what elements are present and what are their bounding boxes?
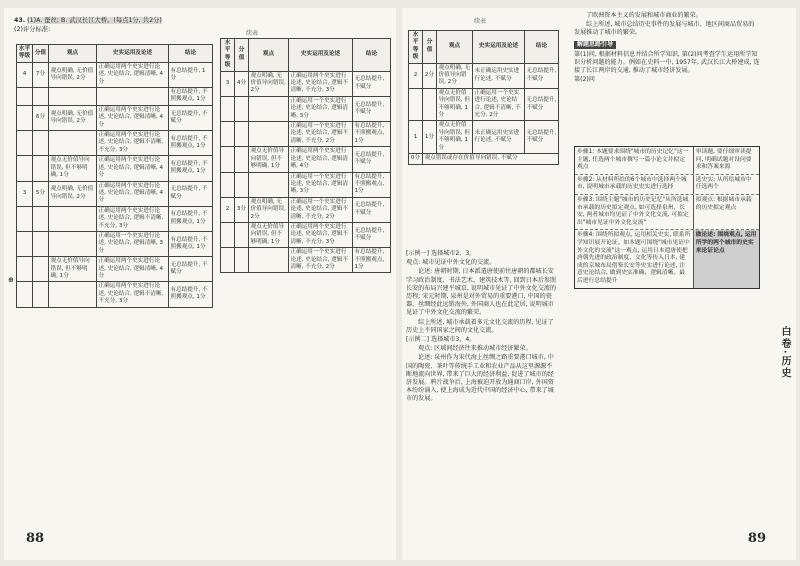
step-row [575,147,759,175]
cell-level [17,88,33,106]
cell-view: 观点明确, 无价值导向错误, 2分 [49,181,97,206]
cell-facts: 正确运用一个史实进行论述, 史论结合, 逻辑清晰, 3分 [289,96,353,121]
cell-level: 3 [221,71,235,96]
cell-view: 观点无价值导向错误, 但不够明确, 1分 [49,257,97,282]
cell-level: 2 [409,63,423,88]
cell-concl: 有总结提升, 不照搬观点, 1分 [169,88,213,106]
table-row [17,181,213,206]
step-method: 选史实: 从所给城市中任选两个 [695,176,752,191]
cell-score: 3分 [235,197,249,222]
cell-score: 7分 [33,62,49,87]
cell-level [17,206,33,231]
cell-facts: 正确运用两个史实进行论述, 史论结合, 逻辑不清晰, 不充分, 3分 [97,282,169,307]
cell-concl: 有总结提升, 不照搬观点, 1分 [353,172,391,197]
step-row [575,230,759,287]
cell-score [33,282,49,307]
table-row [221,96,391,121]
step-description: 步骤1: 本题要求围绕"城市的历史记忆"这一主题, 任选两个城市撰写一篇小论文并拟定观点 [575,147,694,174]
examples-column [406,250,558,405]
cell-view: 观点无价值导向错误, 但不够明确, 1分 [437,121,473,154]
cell-view [49,282,97,307]
page-number-left: 88 [26,531,45,546]
table-row [17,156,213,181]
cell-score [33,257,49,282]
col-score: 分值 [423,31,437,64]
cell-concl: 无总结提升, 不赋分 [353,96,391,121]
cell-facts: 正确运用两个史实进行论述, 史论结合, 逻辑不清晰, 不充分, 3分 [289,71,353,96]
table-row [409,121,559,154]
step-method: 做论述: 围绕观点, 运用所学的两个城市的史实来论证论点 [694,230,759,287]
table-row [17,88,213,106]
cell-score: 5分 [33,181,49,206]
table-row [221,197,391,222]
step-description: 步骤2: 从材料所给的6个城市中选择两个城市, 说明城市承载的历史史实进行选择 [575,175,694,194]
example-paragraph: 观点: 城市见证中外文化的交流。 [406,259,496,267]
gutter-mark: ⊕ [8,276,14,284]
table-row [409,88,559,121]
cell-concl: 无总结提升, 不赋分 [353,71,391,96]
steps-box [574,146,760,289]
cell-facts: 正确运用一个史实进行论述, 史论结合, 逻辑不清晰, 不充分, 2分 [289,197,353,222]
table-row [221,147,391,172]
cell-facts: 未正确运用史实进行论述, 不赋分 [473,63,525,88]
cell-concl: 无总结提升, 不赋分 [525,88,559,121]
cell-concl: 无总结提升, 不赋分 [169,257,213,282]
cell-score [33,156,49,181]
right-page [402,8,796,560]
rubric-table-c [408,30,559,165]
col-conclusion: 结论 [525,31,559,64]
cell-level [17,156,33,181]
table-row [221,222,391,247]
cell-facts: 正确运用两个史实进行论述, 史论结合, 逻辑清晰, 4分 [97,181,169,206]
cell-facts: 正确运用两个史实进行论述, 史论结合, 逻辑清晰, 4分 [97,257,169,282]
cell-facts: 正确运用两个史实进行论述, 史论结合, 逻辑清晰, 4分 [289,147,353,172]
cell-concl: 无总结提升, 不赋分 [353,147,391,172]
cell-score: 4分 [235,71,249,96]
col-view: 观点 [249,39,289,72]
cell-concl: 有总结提升, 不照搬观点, 1分 [169,206,213,231]
cell-concl: 有总结提升, 不照搬观点, 1分 [353,248,391,273]
rubric-table-a [16,44,213,308]
step-description: 步骤4: 围绕所拟观点, 运用相关史实, 联系所学知识展开论证。如本题可围绕"城市见证中外文化的交流"这一观点, 运用日本遣唐使把唐朝先进的政治制度、文化等传入日本, 建成的京城布局借鉴长安等史实进行论述, 注意史论结合, 做到史实准确、逻辑清晰。最后进行总结提升 [575,230,694,287]
table-row [221,248,391,273]
cell-level [409,88,423,121]
cell-score [33,88,49,106]
cell-view: 观点无价值导向错误, 但不够明确, 1分 [49,156,97,181]
table-row [17,105,213,130]
cell-concl: 无总结提升, 不赋分 [525,121,559,154]
cell-view [49,131,97,156]
col-level: 水平等级 [409,31,423,64]
question-number: 43. [14,17,26,24]
cell-score [235,248,249,273]
step-row [575,195,759,230]
cell-concl: 有总结提升, 不照搬观点, 1分 [169,156,213,181]
table-row [17,62,213,87]
cell-view [249,122,289,147]
continued-label: 续表 [246,30,259,37]
cell-score: 2分 [423,63,437,88]
cell-facts: 正确运用一个史实进行论述, 史论结合, 逻辑不清晰, 不充分, 2分 [289,122,353,147]
guide-column [574,12,760,86]
cell-facts: 正确运用两个史实进行论述, 史论结合, 逻辑不清晰, 不充分, 3分 [289,222,353,247]
table-row [17,231,213,256]
table-row [17,206,213,231]
page-number-right: 89 [747,531,766,546]
cell-facts: 正确运用两个史实进行论述, 史论结合, 逻辑清晰, 4分 [97,62,169,87]
cell-level [221,248,235,273]
col-score: 分值 [235,39,249,72]
cell-view: 观点明确, 无价值导向错误, 2分 [49,62,97,87]
col-conclusion: 结论 [169,45,213,63]
cell-score [235,222,249,247]
cell-view: 观点明确, 无价值导向错误, 2分 [49,105,97,130]
cell-level [17,105,33,130]
example-paragraph: 论述: 泉州作为宋代海上丝绸之路重要港口城市, 中国的陶瓷、茶叶等传统手工业和农业产品从这里源源不断地流向世界, 带来了巨大的经济利益, 促进了城市的经济发展。鸦片战争后, 上海被迫开放为通商口岸, 外国资本纷纷涌入, 使上海成为近代中国的经济中心, 带来了城市的发展。 [406,354,554,403]
cell-facts: 正确运用一个史实进行论述, 史论结合, 逻辑清晰, 3分 [97,231,169,256]
col-facts: 史实运用及论述 [473,31,525,64]
cell-score [235,172,249,197]
cell-score: 1分 [423,121,437,154]
cell-concl: 有总结提升, 1分 [169,62,213,87]
cell-level [221,122,235,147]
col-facts: 史实运用及论述 [289,39,353,72]
cell-level: 1 [409,121,423,154]
table-row [221,71,391,96]
cell-score [33,206,49,231]
q2-label: 第(2)问 [574,76,595,84]
cell-view: 观点无价值导向错误, 但不够明确, 1分 [249,147,289,172]
cell-score [423,88,437,121]
cell-score [33,231,49,256]
cell-view [249,96,289,121]
example-paragraph: 观点: 区域间经济往来推动城市经济繁荣。 [418,345,532,353]
cell-facts: 正确运用两个史实进行论述, 史论结合, 逻辑不清晰, 不充分, 3分 [97,206,169,231]
table-row [17,131,213,156]
cell-level [17,131,33,156]
top-text-2: 综上所述, 城市总结历史事件的发展与城市、地区间商品贸易的发展推动了城市的繁荣。 [574,21,755,37]
top-text: 了欧洲资本主义的发展和城市商业的繁荣。 [586,12,702,19]
cell-view [249,172,289,197]
cell-view [49,88,97,106]
cell-view: 观点明确, 无价值导向错误, 2分 [437,63,473,88]
cell-view [49,231,97,256]
example-paragraph: 综上所述, 城市承载着多元文化交流的历程, 见证了历史上不同国家之间的文化交流。 [406,318,554,334]
cell-facts: 正确运用一个史实进行论述, 史论结合, 逻辑清晰, 3分 [289,172,353,197]
left-page [4,8,396,560]
step-method: 拟观点: 根据城市承载的历史拟定观点 [695,196,752,211]
cell-level: 3 [17,181,33,206]
cell-concl: 无总结提升, 不赋分 [353,197,391,222]
cell-concl: 有总结提升, 不照搬观点, 1分 [353,122,391,147]
example-paragraph: 论述: 唐朝时期, 日本派遣唐使前往唐朝的都城长安学习政治制度、书法艺术、建筑技术等, 回到日本后参照长安的布局兴建平城京, 说明城市见证了中外文化交流的历程; 宋元时期, 泉州是对外贸易的重要港口, 中国的瓷器、丝绸经此远销海外, 外国商人也在此定居, 说明城市见证了中外文化交流的繁荣。 [406,268,557,317]
table-row [221,172,391,197]
cell-facts: 正确运用两个史实进行论述, 史论结合, 逻辑不清晰, 不充分, 3分 [97,131,169,156]
section-tag: 解题思路引导 [574,41,616,49]
zero-level: 0分 [409,154,423,164]
cell-level [221,147,235,172]
step-row [575,175,759,195]
cell-view [249,248,289,273]
cell-score [235,122,249,147]
cell-score: 6分 [33,105,49,130]
cell-score [33,131,49,156]
question-header [14,16,204,34]
cell-level [17,257,33,282]
cell-level [221,172,235,197]
side-tab: 白卷·历史 [779,326,790,380]
cell-score [235,96,249,121]
continued-label-right: 续表 [474,18,487,25]
example-paragraph: [示例一] 选择城市2、3。 [406,250,476,257]
zero-row-text: 观点错误或存在价值导向错误, 不赋分 [423,154,559,164]
rubric-table-b [220,38,391,273]
intro-text: 第(1)问, 根据材料信息并结合所学知识, 第(2)问考查学生运用所学知识分析问题的能力。例如在史料一中, 1957年, 武汉长江大桥建成, 连接了长江两岸的交通, 推动了城市经济发展。 [574,50,760,75]
cell-level: 4 [17,62,33,87]
step-method: 审读题, 要仔细审读提问, 明确试题对设问要求和答案来源 [695,149,752,171]
cell-concl: 无总结提升, 不赋分 [353,222,391,247]
cell-concl: 有总结提升, 不照搬观点, 1分 [169,231,213,256]
table-row [221,122,391,147]
cell-facts: 正确运用两个史实进行论述, 史论结合, 逻辑清晰, 4分 [97,105,169,130]
cell-view: 观点明确, 无价值导向错误, 2分 [249,71,289,96]
cell-concl: 有总结提升, 不照搬观点, 1分 [169,131,213,156]
cell-facts: 正确运用一个史实进行论述, 史论结合, 逻辑不清晰, 不充分, 2分 [473,88,525,121]
col-level: 水平等级 [221,39,235,72]
cell-view: 观点无价值导向错误, 但不够明确, 1分 [437,88,473,121]
cell-concl: 无总结提升, 不赋分 [169,181,213,206]
cell-concl: 有总结提升, 不照搬观点, 1分 [169,282,213,307]
cell-facts: 未正确运用史实进行论述, 不赋分 [473,121,525,154]
cell-concl: 无总结提升, 不赋分 [525,63,559,88]
table-row [17,282,213,307]
col-score: 分值 [33,45,49,63]
cell-level [17,231,33,256]
table-row [409,63,559,88]
cell-level [221,222,235,247]
col-view: 观点 [437,31,473,64]
col-facts: 史实运用及论述 [97,45,169,63]
cell-level [221,96,235,121]
cell-facts: 正确运用两个史实进行论述, 史论结合, 逻辑清晰, 4分 [97,156,169,181]
question-answer: (1)A. 蚕丝; B. 武汉长江大桥。(每点1分, 共2分) [27,17,162,24]
cell-facts [97,88,169,106]
step-description: 步骤3: 围绕主题"城市的历史记忆"从所选城市承载的历史拟定观点, 如可选择泉州、长安, 两者城市均见证了中外文化交流, 可拟定出"城市见证中外文化交流" [575,195,694,229]
col-view: 观点 [49,45,97,63]
cell-concl: 无总结提升, 不赋分 [169,105,213,130]
table-row [17,257,213,282]
cell-score [235,147,249,172]
cell-level [17,282,33,307]
cell-view: 观点无价值导向错误, 但不够明确, 1分 [249,222,289,247]
cell-facts: 正确运用一个史实进行论述, 史论结合, 逻辑不清晰, 不充分, 2分 [289,248,353,273]
col-conclusion: 结论 [353,39,391,72]
rubric-intro: (2)评分标准: [14,26,51,33]
cell-view: 观点明确, 无价值导向错误, 2分 [249,197,289,222]
example-paragraph: [示例二] 选择城市3、4。 [406,336,476,344]
col-level: 水平等级 [17,45,33,63]
cell-view [49,206,97,231]
cell-level: 2 [221,197,235,222]
